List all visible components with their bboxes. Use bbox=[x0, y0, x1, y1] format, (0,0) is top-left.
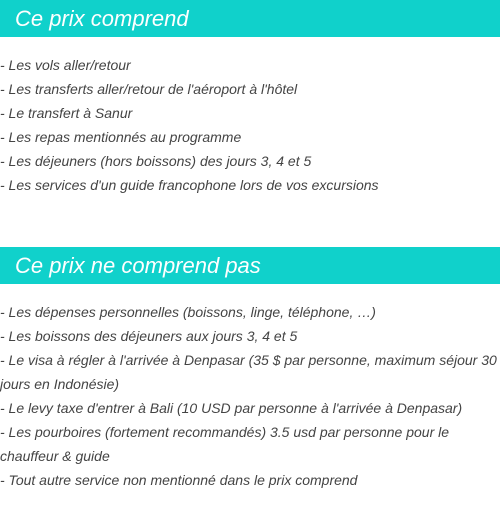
list-item: - Les dépenses personnelles (boissons, linge, téléphone, …) bbox=[0, 304, 376, 320]
includes-section-title: Ce prix comprend bbox=[0, 0, 500, 37]
list-item: - Les vols aller/retour bbox=[0, 57, 131, 73]
list-item: - Les transferts aller/retour de l'aéroport à l'hôtel bbox=[0, 81, 298, 97]
list-item: - Les services d'un guide francophone lors de vos excursions bbox=[0, 177, 379, 193]
list-item: - Le levy taxe d'entrer à Bali (10 USD par personne à l'arrivée à Denpasar) bbox=[0, 400, 463, 416]
list-item: - Le transfert à Sanur bbox=[0, 105, 133, 121]
list-item: - Tout autre service non mentionné dans le prix comprend bbox=[0, 472, 358, 488]
excludes-section-title: Ce prix ne comprend pas bbox=[0, 247, 500, 284]
list-item: - Les boissons des déjeuners aux jours 3, 4 et 5 bbox=[0, 328, 298, 344]
list-item: - Le visa à régler à l'arrivée à Denpasar (35 $ par personne, maximum séjour 30 jours en Indonésie) bbox=[0, 352, 497, 392]
list-item: - Les repas mentionnés au programme bbox=[0, 129, 242, 145]
list-item: - Les pourboires (fortement recommandés) 3.5 usd par personne pour le chauffeur & guide bbox=[0, 424, 450, 464]
excludes-list bbox=[0, 300, 500, 492]
list-item: - Les déjeuners (hors boissons) des jours 3, 4 et 5 bbox=[0, 153, 312, 169]
includes-list bbox=[0, 53, 500, 197]
